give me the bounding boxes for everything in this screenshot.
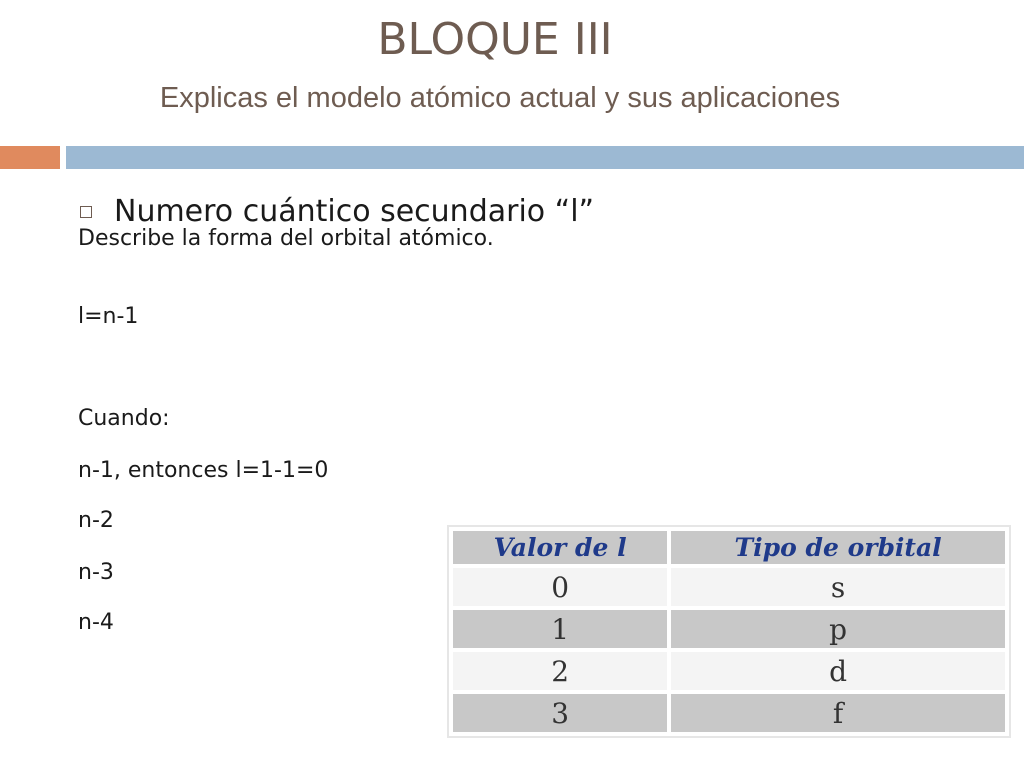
table-row: [453, 694, 1005, 732]
table-row: [453, 652, 1005, 690]
slide-title: BLOQUE III: [377, 14, 613, 65]
square-bullet-icon: [80, 206, 92, 218]
text-line-formula: l=n-1: [78, 304, 139, 329]
table-cell: p: [671, 610, 1005, 648]
slide-subtitle: Explicas el modelo atómico actual y sus aplicaciones: [159, 82, 841, 114]
table-row: [453, 568, 1005, 606]
table-header-tipo: Tipo de orbital: [671, 531, 1005, 564]
bullet-item: [80, 194, 594, 229]
text-line-n4: n-4: [78, 610, 114, 635]
text-line-description: Describe la forma del orbital atómico.: [78, 226, 494, 251]
accent-bar-blue: [66, 146, 1024, 169]
table-header-valor: Valor de l: [453, 531, 667, 564]
text-line-n3: n-3: [78, 560, 114, 585]
table-cell: 0: [453, 568, 667, 606]
table-cell: s: [671, 568, 1005, 606]
bullet-text: Numero cuántico secundario “l”: [114, 194, 595, 229]
table-cell: 1: [453, 610, 667, 648]
orbital-table: [447, 525, 1011, 738]
table-cell: 3: [453, 694, 667, 732]
table-cell: f: [671, 694, 1005, 732]
table-row: [453, 610, 1005, 648]
accent-bar-orange: [0, 146, 60, 169]
text-line-cuando: Cuando:: [78, 406, 170, 431]
text-line-n2: n-2: [78, 508, 114, 533]
table-cell: 2: [453, 652, 667, 690]
table-cell: d: [671, 652, 1005, 690]
text-line-n1: n-1, entonces l=1-1=0: [78, 458, 329, 483]
